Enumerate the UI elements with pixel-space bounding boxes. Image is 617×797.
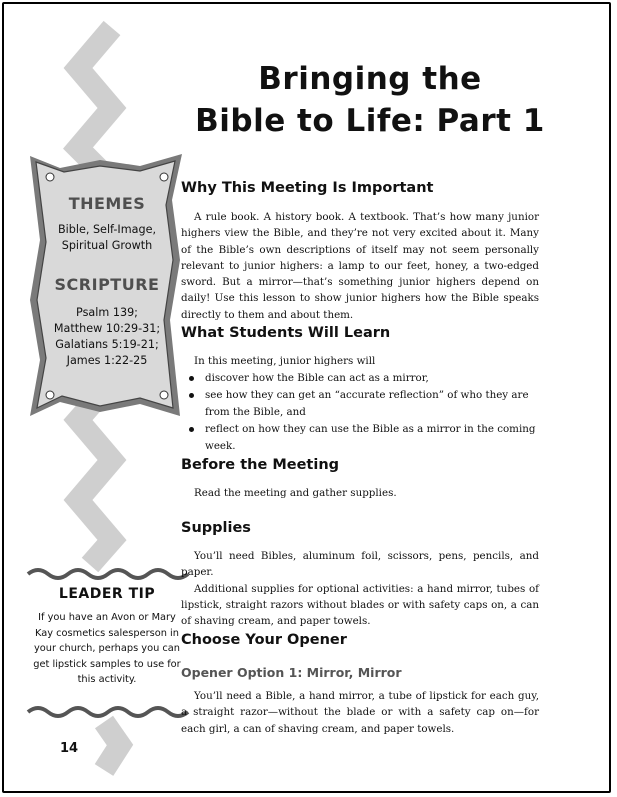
title-line-1: Bringing the bbox=[258, 61, 482, 97]
leader-tip-text: If you have an Avon or Mary Kay cosmetics salesperson in your church, perhaps you can get lipstick samples to use for this activity. bbox=[33, 612, 181, 685]
page-number: 14 bbox=[60, 741, 79, 756]
title-line-2: Bible to Life: Part 1 bbox=[195, 103, 545, 139]
list-item: see how they can get an “accurate reflection” of who they are from the Bible, and bbox=[187, 387, 543, 421]
scripture-line: James 1:22-25 bbox=[66, 354, 148, 367]
opener-option-heading: Opener Option 1: Mirror, Mirror bbox=[181, 665, 402, 680]
themes-heading: THEMES bbox=[68, 194, 146, 213]
scripture-line: Matthew 10:29-31; bbox=[53, 322, 161, 335]
opener-heading: Choose Your Opener bbox=[181, 632, 347, 648]
themes-list bbox=[44, 222, 170, 254]
scripture-line: Psalm 139; bbox=[76, 306, 138, 319]
supplies-paragraph bbox=[181, 548, 539, 629]
why-heading: Why This Meeting Is Important bbox=[181, 180, 434, 196]
leader-tip-heading: LEADER TIP bbox=[58, 586, 156, 602]
themes-line: Bible, Self-Image, bbox=[57, 223, 157, 236]
supplies-text-1: You’ll need Bibles, aluminum foil, scissors, pens, pencils, and paper. bbox=[181, 550, 539, 579]
tip-top-wave bbox=[28, 570, 188, 578]
why-paragraph bbox=[181, 209, 539, 323]
scripture-list bbox=[44, 305, 170, 369]
learn-bullet-list bbox=[187, 370, 543, 455]
page-title bbox=[180, 58, 560, 142]
learn-heading: What Students Will Learn bbox=[181, 325, 391, 341]
list-item: discover how the Bible can act as a mirror, bbox=[187, 370, 543, 387]
supplies-text-2: Additional supplies for optional activities: a hand mirror, tubes of lipstick, straight razors without blades or with safety caps on, a can of shaving cream, and paper towels. bbox=[181, 582, 539, 628]
scripture-heading: SCRIPTURE bbox=[54, 275, 160, 294]
tip-bottom-wave bbox=[28, 708, 188, 716]
list-item: reflect on how they can use the Bible as a mirror in the coming week. bbox=[187, 421, 543, 455]
before-text: Read the meeting and gather supplies. bbox=[194, 487, 397, 499]
opener-paragraph bbox=[181, 688, 539, 737]
themes-line: Spiritual Growth bbox=[61, 239, 153, 252]
scripture-line: Galatians 5:19-21; bbox=[55, 338, 159, 351]
why-text: A rule book. A history book. A textbook. That’s how many junior highers view the Bible, and they’re not very excited about it. Many of the Bible’s own descriptions of itself may not seem personally relevant to junior highers: a lamp to our feet, honey, a two-edged sword. But a mirror—that’s something junior highers depend on daily! Use this lesson to show junior highers how the Bible speaks directly to them and about them. bbox=[181, 211, 539, 321]
before-heading: Before the Meeting bbox=[181, 457, 340, 473]
opener-text: You’ll need a Bible, a hand mirror, a tube of lipstick for each guy, a straight razor—without the blade or with a safety cap on—for each girl, a can of shaving cream, and paper towels. bbox=[181, 690, 539, 735]
learn-intro: In this meeting, junior highers will bbox=[194, 355, 376, 367]
supplies-heading: Supplies bbox=[181, 520, 251, 536]
